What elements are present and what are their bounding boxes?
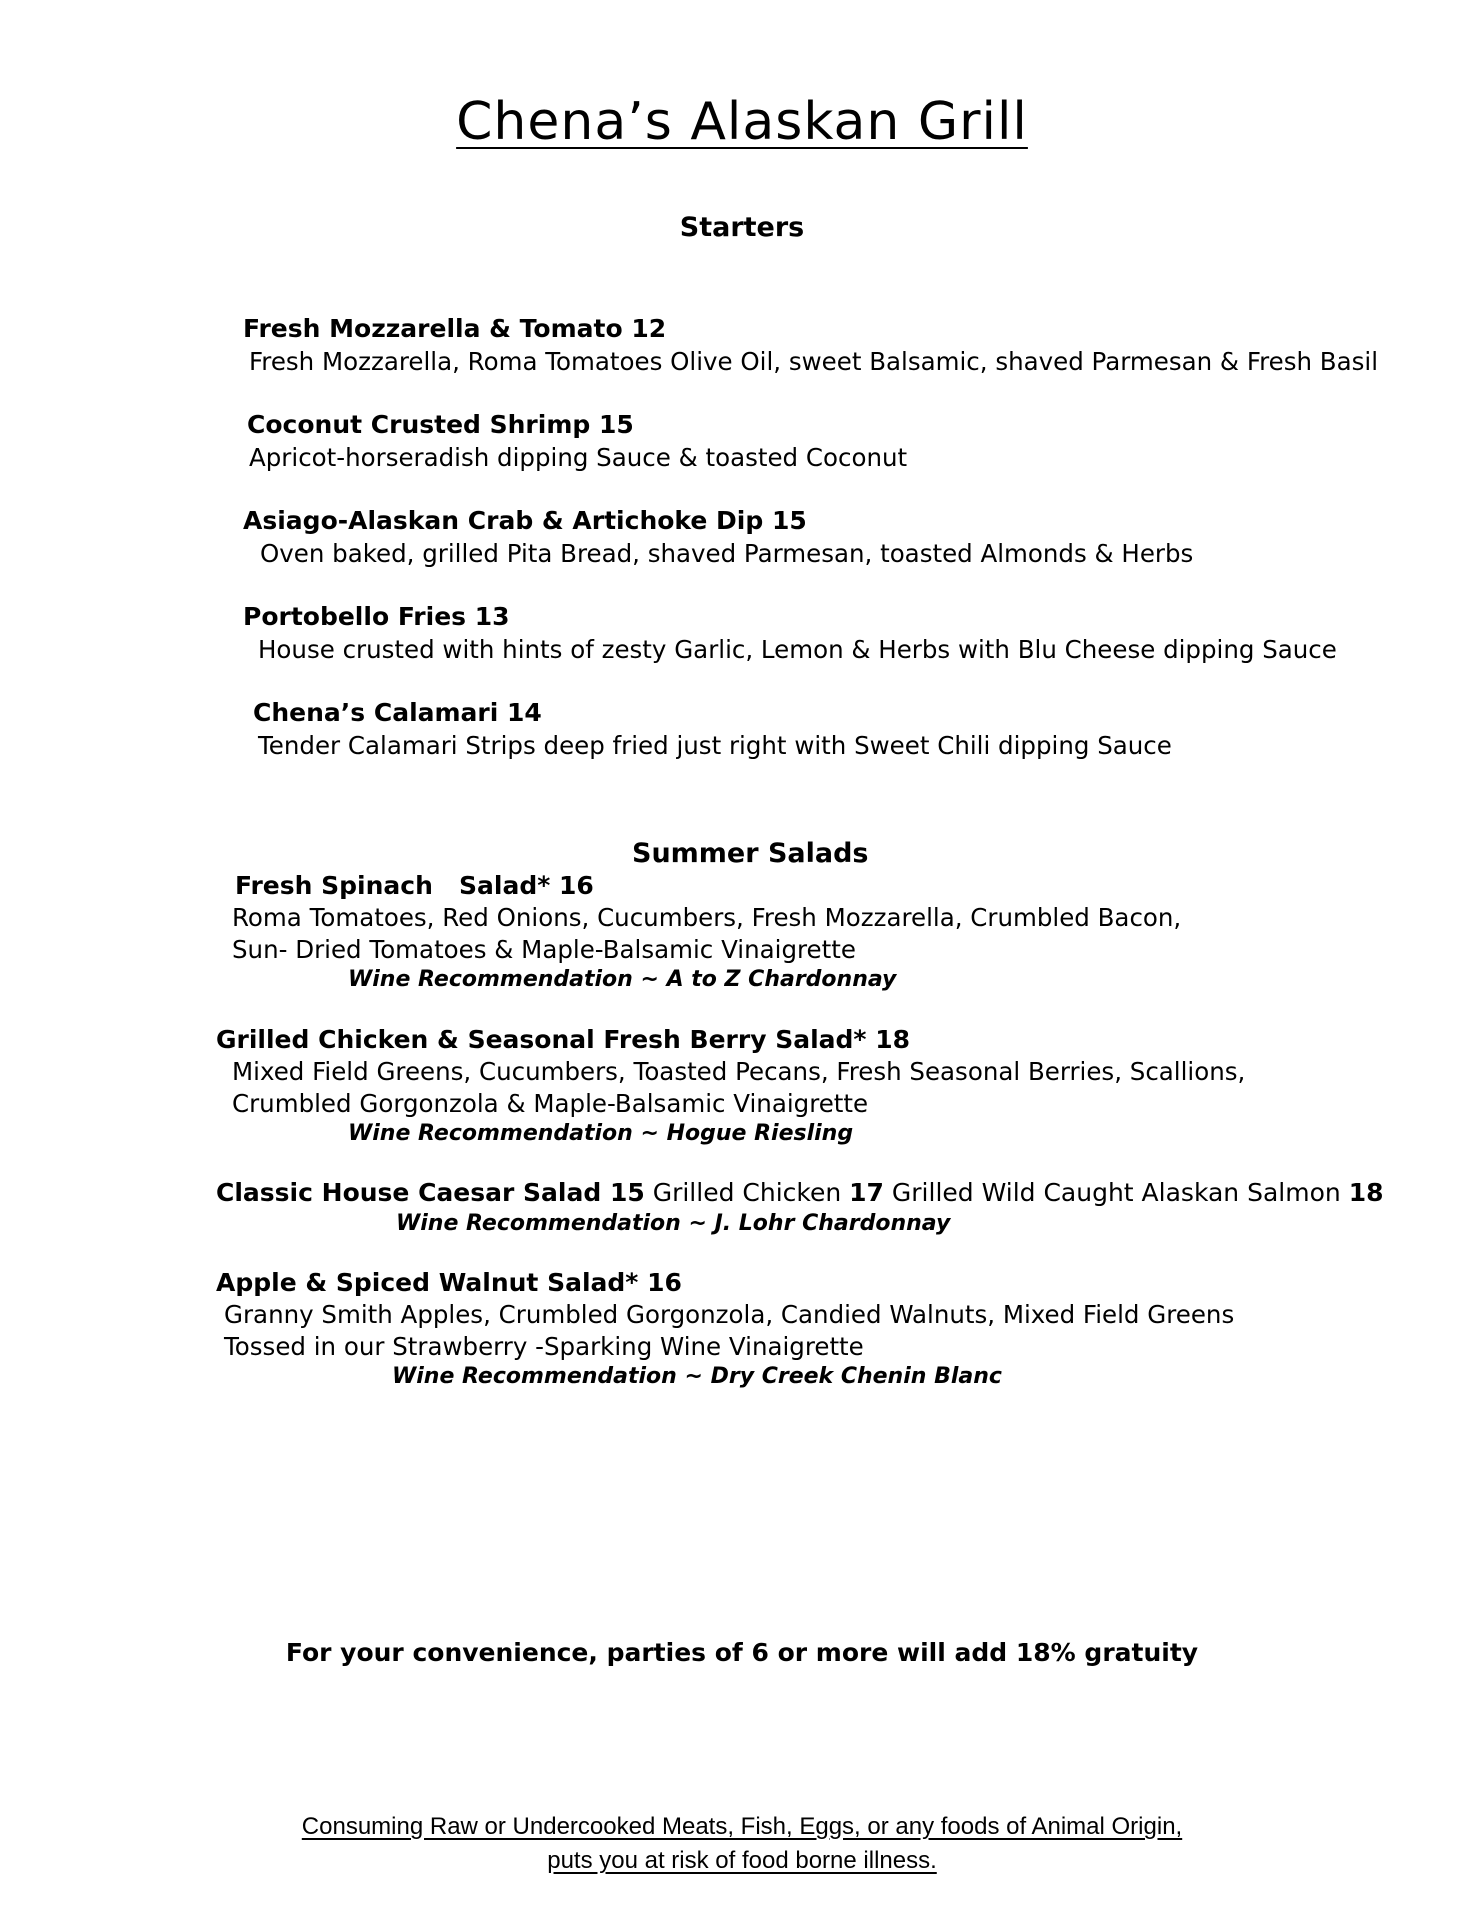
starter-name: Portobello Fries 13 [243, 602, 510, 631]
starters-heading: Starters [679, 212, 805, 243]
salad-desc: Mixed Field Greens, Cucumbers, Toasted Pecans, Fresh Seasonal Berries, Scallions, [232, 1057, 1246, 1086]
starter-name: Fresh Mozzarella & Tomato 12 [243, 314, 667, 343]
caesar-option-price: 17 [849, 1178, 884, 1207]
salad-desc: Tossed in our Strawberry -Sparking Wine Vinaigrette [224, 1332, 864, 1361]
salads-heading: Summer Salads [632, 838, 869, 869]
wine-recommendation: Wine Recommendation ~ A to Z Chardonnay [348, 967, 897, 992]
starter-desc: Apricot-horseradish dipping Sauce & toasted Coconut [249, 443, 908, 472]
starter-name: Coconut Crusted Shrimp 15 [247, 410, 634, 439]
gratuity-notice: For your convenience, parties of 6 or more will add 18% gratuity [285, 1638, 1199, 1667]
caesar-option-label: Grilled Chicken [652, 1178, 842, 1207]
salad-name: Grilled Chicken & Seasonal Fresh Berry Salad* 18 [216, 1025, 910, 1054]
caesar-option-price: 18 [1348, 1178, 1384, 1207]
salad-desc: Granny Smith Apples, Crumbled Gorgonzola, Candied Walnuts, Mixed Field Greens [224, 1300, 1235, 1329]
caesar-line [216, 1178, 1383, 1207]
starter-name: Asiago-Alaskan Crab & Artichoke Dip 15 [243, 506, 807, 535]
wine-recommendation: Wine Recommendation ~ Dry Creek Chenin Blanc [392, 1364, 1002, 1389]
salad-desc: Crumbled Gorgonzola & Maple-Balsamic Vinaigrette [232, 1089, 869, 1118]
salad-name: Classic House Caesar Salad 15 [216, 1178, 645, 1207]
restaurant-title: Chena’s Alaskan Grill [456, 92, 1028, 152]
starter-desc: Oven baked, grilled Pita Bread, shaved Parmesan, toasted Almonds & Herbs [260, 539, 1194, 568]
wine-recommendation: Wine Recommendation ~ J. Lohr Chardonnay [396, 1211, 951, 1236]
salad-desc: Sun- Dried Tomatoes & Maple-Balsamic Vinaigrette [232, 935, 856, 964]
wine-recommendation: Wine Recommendation ~ Hogue Riesling [348, 1121, 854, 1146]
starter-desc: House crusted with hints of zesty Garlic, Lemon & Herbs with Blu Cheese dipping Sauce [258, 635, 1337, 664]
salad-desc: Roma Tomatoes, Red Onions, Cucumbers, Fresh Mozzarella, Crumbled Bacon, [232, 903, 1182, 932]
salad-name: Apple & Spiced Walnut Salad* 16 [216, 1268, 682, 1297]
starter-desc: Tender Calamari Strips deep fried just right with Sweet Chili dipping Sauce [258, 731, 1172, 760]
caesar-option-label: Grilled Wild Caught Alaskan Salmon [891, 1178, 1341, 1207]
food-warning-line-2: puts you at risk of food borne illness. [547, 1847, 937, 1874]
salad-name: Fresh Spinach Salad* 16 [235, 871, 594, 900]
starter-name: Chena’s Calamari 14 [253, 698, 542, 727]
food-warning-line-1: Consuming Raw or Undercooked Meats, Fish, Eggs, or any foods of Animal Origin, [301, 1813, 1183, 1840]
starter-desc: Fresh Mozzarella, Roma Tomatoes Olive Oil, sweet Balsamic, shaved Parmesan & Fresh Basil [249, 347, 1379, 376]
